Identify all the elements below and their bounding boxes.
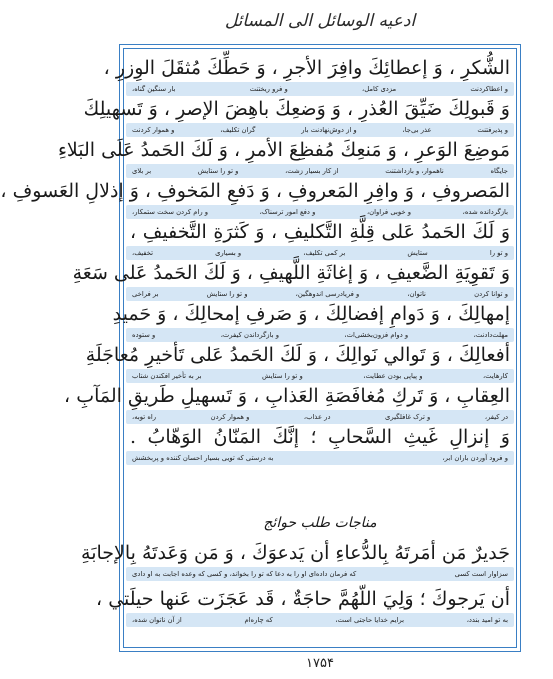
translation-row (126, 369, 514, 383)
translation-row (126, 82, 514, 96)
translation-row (126, 451, 514, 465)
page-number: ۱۷۵۴ (306, 656, 334, 671)
translation-segment: و هموار کردنت (132, 126, 175, 134)
translation-segment: در عذاب، (303, 413, 331, 421)
translation-row (126, 123, 514, 137)
arabic-line: أن يَرجوكَ ؛ وَلِيَ اللّهُمَّ حاجَةٌ ، قَد عَجَزَت عَنها حيلَتي ، (96, 588, 510, 610)
translation-segment: و از دوش‌نهادنت بار (301, 126, 357, 134)
translation-segment: بر بلای (132, 167, 152, 175)
prayer-line (112, 301, 514, 342)
translation-segment: و فرو ریختنت (249, 85, 288, 93)
translation-segment: ناتوان، (407, 290, 426, 298)
translation-segment: و ترک غافلگیری (385, 413, 431, 421)
translation-segment: تخفیف، (132, 249, 154, 257)
translation-segment: و تو را ستایش (197, 167, 239, 175)
prayer-line (103, 55, 514, 96)
prayer-line (64, 383, 514, 424)
translation-segment: که چاره‌ام (244, 616, 273, 624)
arabic-line: إمهالِكَ ، وَ دَوامِ إفضالِكَ ، وَ صَرفِ إمحالِكَ ، وَ حَميدِ (112, 303, 510, 325)
page-header (87, 6, 553, 36)
translation-row (126, 567, 514, 581)
prayer-line (96, 586, 514, 627)
arabic-line: المَصروفِ ، وَ وافِرِ المَعروفِ ، وَ دَفعِ المَخوفِ ، وَ إذلالِ العَسوفِ ، (0, 180, 510, 202)
translation-segment: و دفع امور ترسناک، (259, 208, 316, 216)
translation-segment: و بازگرداندن کیفرت، (220, 331, 279, 339)
translation-segment: و تو را (489, 249, 508, 257)
section-title: مناجات طلب حوائج (263, 515, 377, 531)
translation-segment: مهلت‌دادنت، (473, 331, 508, 339)
header-title: ادعیه الوسائل الی المسائل (224, 11, 416, 31)
translation-row (126, 246, 514, 260)
translation-segment: و بسیاری (215, 249, 242, 257)
translation-segment: برایم خدایا حاجتی است، (335, 616, 405, 624)
prayer-line (0, 178, 514, 219)
translation-segment: در کیفر، (484, 413, 508, 421)
translation-segment: بر به تأخیر افکندن شتاب (132, 372, 202, 380)
arabic-line: جَديرٌ مَن أمَرتَهُ بِالدُّعاءِ أن يَدعوَكَ ، وَ مَن وَعَدتَهُ بِالإجابَةِ (81, 542, 510, 564)
translation-segment: بازگردانده شده، (462, 208, 508, 216)
translation-segment: و فرود آوردن باران ابر، (442, 454, 508, 462)
translation-segment: و اعطاکردنت (470, 85, 508, 93)
translation-segment: به تو امید بندد، (466, 616, 508, 624)
arabic-line: وَ قَبولِكَ ضَيِّقَ العُذرِ ، وَ وَضعِكَ باهِضَ الإصرِ ، وَ تَسهيلِكَ (83, 98, 510, 120)
arabic-line: وَ لَكَ الحَمدُ عَلى قِلَّةِ التَّكليفِ ، وَ كَثرَةِ التَّخفيفِ ، (130, 221, 510, 243)
translation-segment: مزدی کامل، (362, 85, 397, 93)
translation-segment: و ستوده (132, 331, 156, 339)
translation-segment: و توانا کردن (474, 290, 508, 298)
translation-segment: سزاوار است کسی (454, 570, 508, 578)
translation-segment: از کار بسیار زشت، (285, 167, 339, 175)
translation-segment: و تو را ستایش (262, 372, 303, 380)
translation-segment: به درستی که تویی بسیار احسان کننده و پربخشش (132, 454, 274, 462)
translation-segment: بر فراخی (132, 290, 159, 298)
arabic-line: الشُّكرِ ، وَ إعطائِكَ وافِرَ الأجرِ ، وَ حَطِّكَ مُثقَلَ الوِزرِ ، (103, 57, 510, 79)
translation-segment: عذر بی‌جا، (402, 126, 432, 134)
translation-segment: و هموار کردن (210, 413, 250, 421)
translation-row (126, 287, 514, 301)
prayer-line (81, 540, 514, 581)
prayer-line (57, 137, 514, 178)
translation-segment: گران تکلیف، (220, 126, 256, 134)
translation-segment: و رام کردن سخت ستمکار، (132, 208, 209, 216)
translation-segment: کارهایت، (482, 372, 508, 380)
prayer-line (85, 342, 514, 383)
translation-segment: و دوام فزون‌بخشی‌ات، (344, 331, 409, 339)
arabic-line: وَ إنزالِ غَيثِ السَّحابِ ؛ إنَّكَ المَنّانُ الوَهّابُ . (130, 426, 510, 448)
translation-segment: ناهموار، و بازداشتنت (385, 167, 444, 175)
translation-segment: از آن ناتوان شده، (132, 616, 182, 624)
translation-row (126, 164, 514, 178)
arabic-line: أفعالِكَ ، وَ تَوالي نَوالِكَ ، وَ لَكَ الحَمدُ عَلى تَأخيرِ مُعاجَلَةِ (85, 344, 510, 366)
translation-row (126, 205, 514, 219)
translation-segment: و پیاپی بودن عطایت، (363, 372, 423, 380)
translation-row (126, 328, 514, 342)
arabic-line: العِقابِ ، وَ تَركِ مُغافَصَةِ العَذابِ ، وَ تَسهيلِ طَريقِ المَآبِ ، (64, 385, 510, 407)
translation-segment: بر کمی تکلیف، (303, 249, 346, 257)
translation-segment: که فرمان داده‌ای او را به دعا که تو را بخواند، و کسی که وعده اجابت به او دادی (132, 570, 357, 578)
prayer-line (126, 219, 514, 260)
arabic-line: وَ تَقوِيَةِ الضَّعيفِ ، وَ إغاثَةِ اللَّهيفِ ، وَ لَكَ الحَمدُ عَلى سَعَةِ (72, 262, 510, 284)
prayer-line (83, 96, 514, 137)
text-frame (0, 44, 521, 652)
translation-segment: و تو را ستایش (206, 290, 248, 298)
translation-segment: بار سنگین گناه، (132, 85, 176, 93)
translation-row (126, 410, 514, 424)
prayer-line (72, 260, 514, 301)
translation-segment: جایگاه (490, 167, 508, 175)
translation-segment: و پذیرفتنت (477, 126, 508, 134)
arabic-line: مَوضِعَ الوَعرِ ، وَ مَنعِكَ مُفظِعَ الأمرِ ، وَ لَكَ الحَمدُ عَلَى البَلاءِ (57, 139, 510, 161)
translation-row (126, 613, 514, 627)
prayer-line (126, 424, 514, 465)
translation-segment: ستایش (407, 249, 428, 257)
translation-segment: و فریادرسی اندوهگین، (295, 290, 360, 298)
translation-segment: و خوبی فراوان، (366, 208, 412, 216)
translation-segment: راه توبه، (132, 413, 157, 421)
